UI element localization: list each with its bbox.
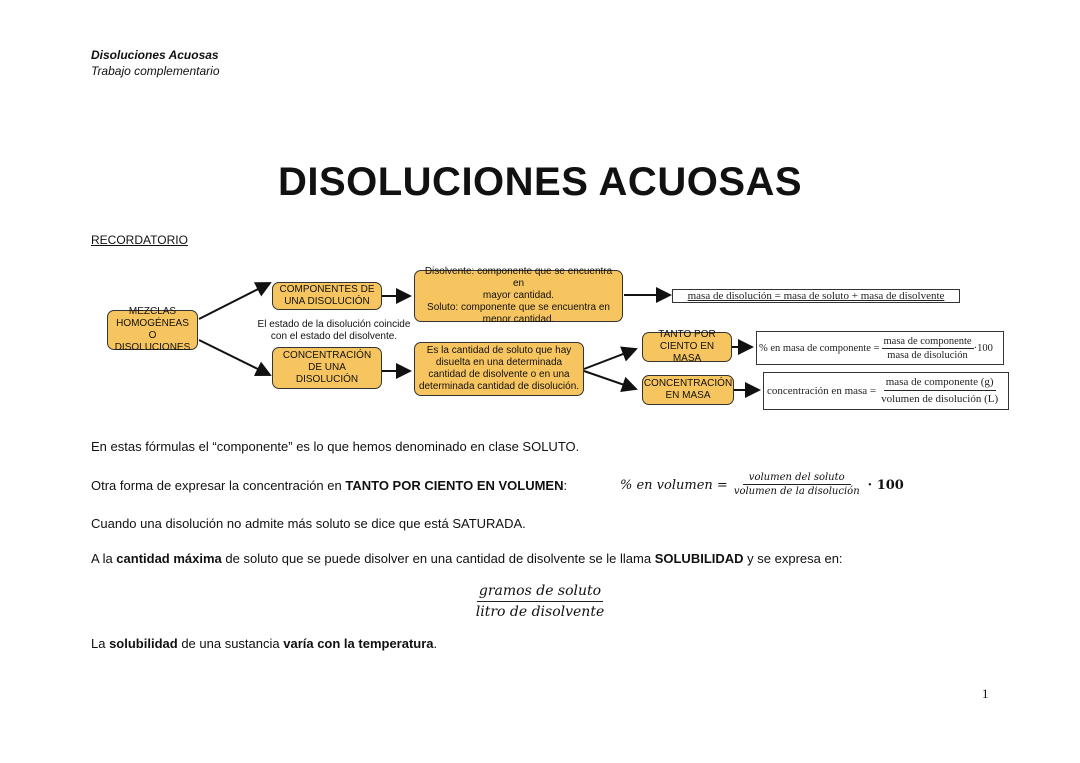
nota-estado-disolvente: El estado de la disolución coincide con el estado del disolvente. — [257, 319, 411, 342]
box-concentracion: CONCENTRACIÓN DE UNA DISOLUCIÓN — [272, 347, 382, 389]
page-number: 1 — [982, 686, 989, 701]
box-definiciones: Disolvente: componente que se encuentra en mayor cantidad. Soluto: componente que se encuentra en menor cantidad. — [414, 270, 623, 322]
formula-volumen-lhs: % en volumen = — [620, 477, 728, 493]
box-concentracion-masa: CONCENTRACIÓN EN MASA — [642, 375, 734, 405]
box-mezclas: MEZCLAS HOMOGÉNEAS O DISOLUCIONES — [107, 310, 198, 350]
formula-solubilidad-den: litro de disolvente — [475, 604, 605, 620]
paragraph-componente: En estas fórmulas el “componente” es lo que hemos denominado en clase SOLUTO. — [91, 439, 580, 454]
formula-volumen-num: volumen del soluto — [743, 472, 851, 485]
paragraph-saturada: Cuando una disolución no admite más soluto se dice que está SATURADA. — [91, 516, 526, 531]
box-tanto-por-ciento: TANTO POR CIENTO EN MASA — [642, 332, 732, 362]
box-definicion-concentracion: Es la cantidad de soluto que hay disuelta en una determinada cantidad de disolvente o en una determinada cantidad de disolución. — [414, 342, 584, 396]
paragraph-tanto-volumen: Otra forma de expresar la concentración en TANTO POR CIENTO EN VOLUMEN: — [91, 478, 568, 493]
arrow-definicion-tanto — [584, 349, 636, 369]
formula-volumen-den: volumen de la disolución — [733, 486, 860, 497]
formula-masa-disolucion: masa de disolución = masa de soluto + masa de disolvente — [672, 289, 960, 303]
formula-porcentaje-masa: % en masa de componente = $\frac{\text{masa de componente}}{\text{masa de disolución}}$ ·100 — [756, 331, 1004, 365]
formula-solubilidad-num: gramos de soluto — [477, 582, 603, 602]
section-label: RECORDATORIO — [91, 233, 188, 247]
arrow-mezclas-concentracion — [199, 340, 270, 375]
page-title: DISOLUCIONES ACUOSAS — [277, 160, 803, 204]
header-subtitle: Trabajo complementario — [91, 64, 220, 78]
paragraph-temperatura: La solubilidad de una sustancia varía con la temperatura. — [91, 636, 438, 651]
formula-solubilidad — [0, 582, 1080, 622]
paragraph-solubilidad: A la cantidad máxima de soluto que se puede disolver en una cantidad de disolvente se le llama SOLUBILIDAD y se expresa en: — [91, 551, 843, 566]
arrow-mezclas-componentes — [199, 283, 270, 319]
formula-porcentaje-volumen — [620, 472, 904, 498]
concept-map — [100, 262, 1020, 422]
formula-volumen-factor: · 100 — [867, 477, 904, 493]
arrow-definicion-concmasa — [584, 371, 636, 389]
box-componentes: COMPONENTES DE UNA DISOLUCIÓN — [272, 282, 382, 310]
header-title: Disoluciones Acuosas — [91, 48, 219, 62]
formula-concentracion-masa: concentración en masa = $\frac{\text{masa de componente (g)}}{\text{volumen de disolución (L)}}$ — [763, 372, 1009, 410]
